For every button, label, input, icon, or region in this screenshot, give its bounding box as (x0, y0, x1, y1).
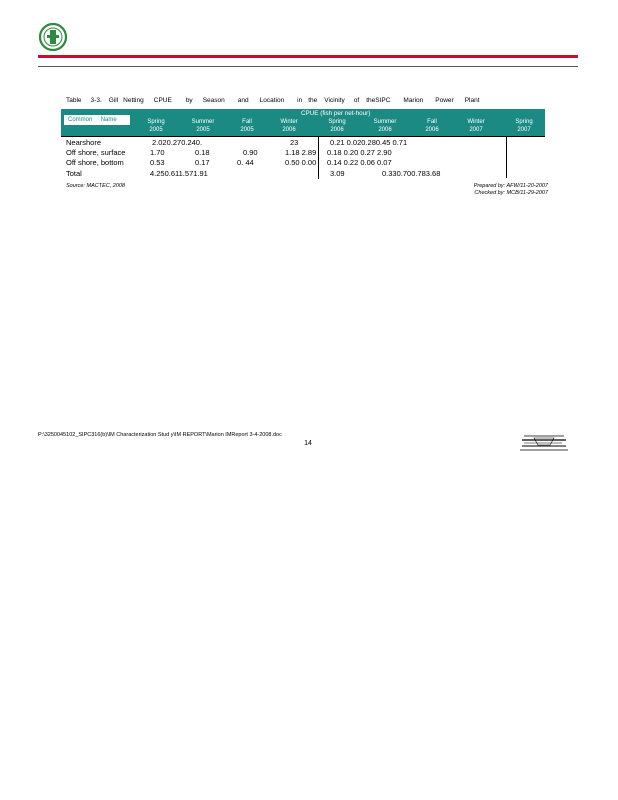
column-header: Spring 2007 (515, 119, 533, 133)
column-header: Fall 2006 (425, 119, 439, 133)
common-name-header: Common Name (64, 115, 130, 125)
column-divider (318, 137, 319, 179)
table-header (61, 109, 545, 136)
column-header: Spring 2005 (147, 119, 165, 133)
column-header: Fall 2005 (240, 119, 254, 133)
column-divider (506, 137, 507, 178)
prepared-checked: Prepared by: AFW/11-20-2007 Checked by: MCB/11-29-2007 (473, 183, 548, 196)
table-source: Source: MACTEC, 2008 (66, 183, 125, 189)
header-underline (61, 136, 545, 137)
company-logo (38, 22, 68, 52)
header-rule (38, 66, 578, 67)
column-header: Winter 2006 (280, 119, 298, 133)
column-header: Summer 2006 (373, 119, 397, 133)
table-caption: Table 3-3. Gill Netting CPUE by Season and Location in the Vicinity of theSIPC Marion Power Plant (66, 97, 480, 104)
header-red-rule (38, 55, 578, 58)
page-number: 14 (304, 440, 312, 447)
column-header: Spring 2006 (328, 119, 346, 133)
footer-logo (518, 434, 570, 452)
column-header: Winter 2007 (467, 119, 485, 133)
file-path: P:\3250045102_SIPC316(b)\IM Characterization Stud y\IM REPORT\Marion IMReport 3-4-2008.doc (38, 432, 282, 438)
cpue-label: CPUE (fish per net-hour) (301, 110, 371, 117)
column-header: Summer 2005 (191, 119, 215, 133)
